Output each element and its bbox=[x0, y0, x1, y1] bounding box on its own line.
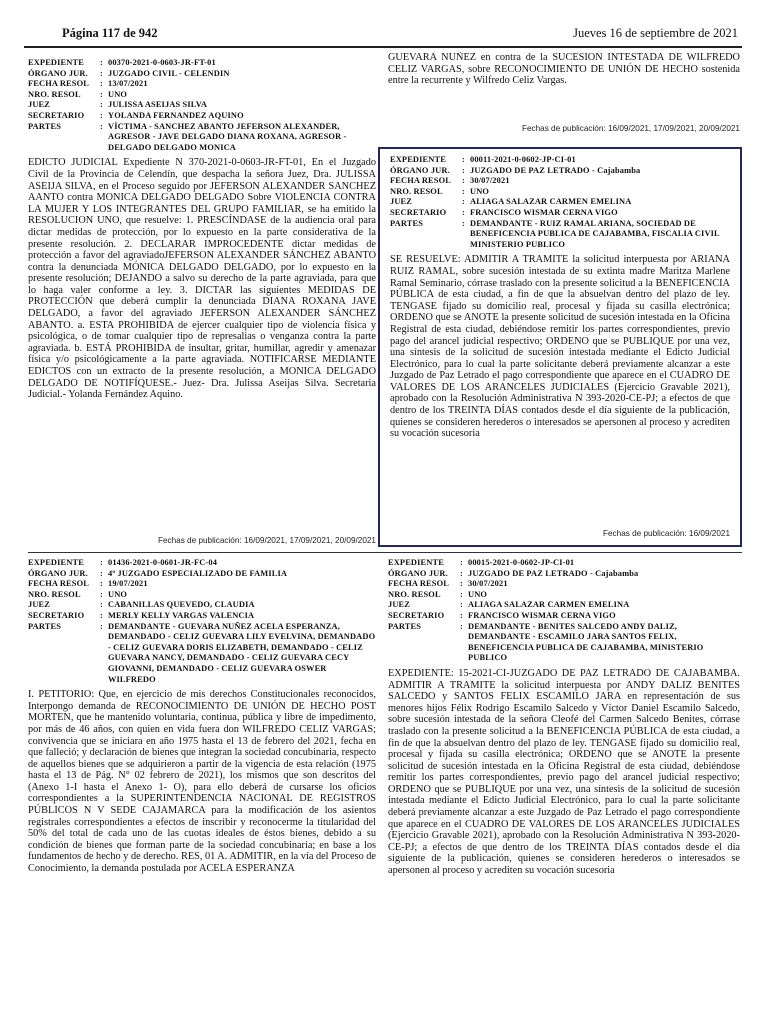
meta-row-secretario bbox=[390, 208, 730, 219]
meta-label: PARTES bbox=[390, 218, 424, 228]
meta-row-juez bbox=[390, 197, 730, 208]
meta-value: JULISSA ASEIJAS SILVA bbox=[108, 100, 208, 110]
notice-benites-salcedo bbox=[388, 558, 740, 1014]
meta-value: CABANILLAS QUEVEDO, CLAUDIA bbox=[108, 600, 255, 610]
notice-metadata bbox=[28, 558, 376, 685]
meta-row-secretario bbox=[28, 111, 376, 122]
meta-value: 00370-2021-0-0603-JR-FT-01 bbox=[108, 58, 216, 67]
meta-label: FECHA RESOL bbox=[388, 579, 449, 589]
meta-label: ÓRGANO JUR. bbox=[28, 68, 88, 78]
meta-row-secretario bbox=[388, 611, 740, 622]
meta-label: EXPEDIENTE bbox=[28, 558, 84, 567]
meta-row-organo bbox=[388, 569, 740, 580]
meta-label: JUEZ bbox=[388, 600, 411, 610]
meta-separator: : bbox=[100, 621, 103, 631]
notice-metadata bbox=[28, 58, 376, 153]
publication-dates: Fechas de publicación: 16/09/2021, 17/09/2021, 20/09/2021 bbox=[521, 124, 740, 133]
meta-value: FRANCISCO WISMAR CERNA VIGO bbox=[468, 610, 616, 620]
meta-value: 4º JUZGADO ESPECIALIZADO DE FAMILIA bbox=[108, 568, 288, 578]
meta-separator: : bbox=[100, 89, 103, 99]
meta-label: ÓRGANO JUR. bbox=[388, 568, 448, 578]
meta-label: PARTES bbox=[388, 621, 422, 631]
page-number: Página 117 de 942 bbox=[62, 26, 158, 40]
meta-value: 00011-2021-0-0602-JP-CI-01 bbox=[470, 155, 576, 164]
meta-value: UNO bbox=[108, 589, 128, 599]
meta-row-expediente bbox=[28, 558, 376, 569]
meta-value: DEMANDANTE - GUEVARA NUÑEZ ACELA ESPERANZA, DEMANDADO - CELIZ GUEVARA LILY EVELVINA, DEMANDADO - CELIZ GUEVARA DORIS ELIZABETH, DEMANDADO - CELIZ GUEVARA NANCY, DEMANDADO - CELIZ GUEVARA CECY GIOVANNI, DEMANDADO - CELIZ GUEVARA OSWER WILFREDO bbox=[108, 621, 376, 684]
boxed-notice-ruiz-ramal bbox=[378, 147, 742, 547]
meta-row-nro bbox=[388, 590, 740, 601]
notice-body: EDICTO JUDICIAL Expediente N 370-2021-0-0603-JR-FT-01, En el Juzgado Civil de la Provincia de Celendín, que despacha la señora Juez, Dra. JULISSA ASEIJA SILVA, en el Proceso seguido por JEFERSON ALEXANDER SANCHEZ AANTO contra MONICA DELGADO DELGADO Sobre VIOLENCIA CONTRA LA MUJER Y LOS INTEGRANTES DEL GRUPO FAMILIAR, se ha emitido la RESOLUCION UNO, que resuelve: 1. PRESCÍNDASE de la audiencia oral para dictar medidas de protección, por lo expuesto en la parte considerativa de la presente resolución. 2. DECLARAR IMPROCEDENTE dictar medidas de protección a favor del agraviadoJEFERSON ALEXANDER SÁNCHEZ ABANTO contra la denunciada MÓNICA DELGADO DELGADO, por lo expuesto en la presente resolución; DEJANDO a salvo su derecho de la parte agraviada, para que lo haga valer conforme a ley. 3. DICTAR las siguientes MEDIDAS DE PROTECCIÓN que deberá cumplir la denunciada DIANA ROXANA JAVE DELGADO, a favor del agraviado JEFERSON ALEXANDER SÁNCHEZ ABANTO. a. ESTA PROHIBIDA de ejercer cualquier tipo de violencia física y psicológica, o de tomar cualquier tipo de represalias o venganza contra la parte agraviada. b. ESTÁ PROHIBIDA de insultar, gritar, humillar, agredir y amenazar física y/o psicológicamente a la parte agraviada. NOTIFICARSE MEDIANTE EDICTOS con un extracto de la presente resolución, a MONICA DELGADO DELGADO DE NOTIFÍQUESE.- Juez- Dra. Julissa Aseijas Silva. Secretaria Judicial.- Yolanda Fernández Aquino. bbox=[28, 157, 376, 401]
meta-separator: : bbox=[100, 110, 103, 120]
meta-row-secretario bbox=[28, 611, 376, 622]
meta-row-juez bbox=[388, 600, 740, 611]
meta-value: JUZGADO DE PAZ LETRADO - Cajabamba bbox=[468, 568, 639, 578]
meta-value: ALIAGA SALAZAR CARMEN EMELINA bbox=[468, 600, 630, 610]
meta-separator: : bbox=[462, 165, 465, 175]
meta-separator: : bbox=[100, 100, 103, 110]
notice-ruiz-ramal bbox=[390, 155, 730, 527]
notice-body-continued: GUEVARA NUÑEZ en contra de la SUCESION INTESTADA DE WILFREDO CELIZ VARGAS, sobre RECONOCIMIENTO DE UNIÓN DE HECHO sostenida entre la recurrente y Wilfredo Celiz Vargas. bbox=[388, 52, 740, 87]
meta-separator: : bbox=[100, 589, 103, 599]
meta-label: SECRETARIO bbox=[388, 610, 445, 620]
meta-label: JUEZ bbox=[28, 600, 51, 610]
meta-separator: : bbox=[462, 218, 465, 228]
meta-value: ALIAGA SALAZAR CARMEN EMELINA bbox=[470, 197, 632, 207]
meta-separator: : bbox=[460, 558, 463, 567]
meta-separator: : bbox=[460, 589, 463, 599]
meta-label: EXPEDIENTE bbox=[388, 558, 444, 567]
notice-body: I. PETITORIO: Que, en ejercicio de mis derechos Constitucionales reconocidos, Interpongo demanda de RECONOCIMIENTO DE UNIÓN DE HECHO POST MORTEN, que he mantenido voluntaria, continua, pública y libre de impedimento, por más de 46 años, con quien en vida fuera don WILFREDO CELIZ VARGAS; convivencia que se iniciara en año 1975 hasta el 13 de febrero del 2021, fecha en que falleció; y declaración de bienes que integran la sociedad concubinaria, respecto de aquellos bienes que se adquirieron a partir de la vigencia de esta relación (1975 hasta el 13 de Pág. N° 02 febrero de 2021), los mismos que son descritos del (Anexo 1-I hasta el Anexo 1- O), para ello deberá de cursarse los oficios correspondientes a la SUPERINTENDENCIA NACIONAL DE REGISTROS PÚBLICOS N V SEDE CAJAMARCA para la modificación de los asientos registrales correspondientes a efectos de inscribir y reconocerme la titularidad del 50% del total de cada uno de las cuotas ideales de éstos bienes, debido a su condición de bienes que forman parte de la sociedad concubinaria; en base a los fundamentos de hecho y de derecho. RES, 01 A. ADMITIR, en la vía del Proceso de Conocimiento, la demanda postulada por ACELA ESPERANZA bbox=[28, 689, 376, 875]
meta-label: FECHA RESOL bbox=[28, 579, 89, 589]
meta-value: DEMANDANTE - RUIZ RAMAL ARIANA, SOCIEDAD DE BENEFICENCIA PUBLICA DE CAJABAMBA, FISCALIA CIVIL MINISTERIO PUBLICO bbox=[470, 218, 720, 249]
meta-separator: : bbox=[462, 186, 465, 196]
meta-separator: : bbox=[100, 79, 103, 89]
meta-separator: : bbox=[460, 621, 463, 631]
meta-value: 30/07/2021 bbox=[468, 579, 508, 589]
section-divider bbox=[28, 552, 742, 553]
meta-row-juez bbox=[28, 100, 376, 111]
meta-separator: : bbox=[100, 610, 103, 620]
meta-row-organo bbox=[28, 69, 376, 80]
meta-label: FECHA RESOL bbox=[28, 79, 89, 89]
meta-separator: : bbox=[100, 58, 103, 67]
meta-value: 30/07/2021 bbox=[470, 176, 510, 186]
meta-row-fecha bbox=[390, 176, 730, 187]
notice-metadata bbox=[390, 155, 730, 250]
meta-value: 00015-2021-0-0602-JP-CI-01 bbox=[468, 558, 575, 567]
meta-value: 19/07/2021 bbox=[108, 579, 148, 589]
meta-value: DEMANDANTE - BENITES SALCEDO ANDY DALIZ, DEMANDANTE - ESCAMILO JARA SANTOS FELIX, BENEFICENCIA PUBLICA DE CAJABAMBA, MINISTERIO PUBLICO bbox=[468, 621, 704, 663]
meta-value: UNO bbox=[468, 589, 488, 599]
page-header bbox=[30, 26, 742, 46]
meta-row-fecha bbox=[388, 579, 740, 590]
notice-celendin bbox=[28, 58, 376, 536]
meta-value: UNO bbox=[470, 186, 490, 196]
meta-row-organo bbox=[390, 166, 730, 177]
meta-value: YOLANDA FERNANDEZ AQUINO bbox=[108, 110, 244, 120]
meta-row-partes bbox=[28, 622, 376, 686]
meta-separator: : bbox=[460, 568, 463, 578]
meta-row-fecha bbox=[28, 579, 376, 590]
meta-label: PARTES bbox=[28, 621, 62, 631]
meta-separator: : bbox=[462, 176, 465, 186]
meta-label: JUEZ bbox=[390, 197, 413, 207]
meta-label: JUEZ bbox=[28, 100, 51, 110]
meta-label: NRO. RESOL bbox=[28, 89, 81, 99]
meta-label: FECHA RESOL bbox=[390, 176, 451, 186]
meta-label: ÓRGANO JUR. bbox=[28, 568, 88, 578]
meta-label: SECRETARIO bbox=[390, 207, 447, 217]
header-rule bbox=[24, 46, 742, 48]
meta-label: NRO. RESOL bbox=[388, 589, 441, 599]
notice-continuation bbox=[388, 52, 740, 122]
meta-row-fecha bbox=[28, 79, 376, 90]
notice-union-de-hecho bbox=[28, 558, 376, 1014]
meta-separator: : bbox=[100, 568, 103, 578]
meta-row-partes bbox=[28, 122, 376, 154]
meta-row-organo bbox=[28, 569, 376, 580]
publication-dates: Fechas de publicación: 16/09/2021 bbox=[603, 529, 730, 538]
meta-separator: : bbox=[462, 207, 465, 217]
meta-separator: : bbox=[460, 600, 463, 610]
meta-separator: : bbox=[100, 68, 103, 78]
publication-date: Jueves 16 de septiembre de 2021 bbox=[573, 26, 738, 40]
meta-label: EXPEDIENTE bbox=[28, 58, 84, 67]
meta-label: SECRETARIO bbox=[28, 110, 85, 120]
notice-metadata bbox=[388, 558, 740, 664]
meta-value: MERLY KELLY VARGAS VALENCIA bbox=[108, 610, 255, 620]
meta-value: JUZGADO DE PAZ LETRADO - Cajabamba bbox=[470, 165, 641, 175]
meta-row-partes bbox=[388, 622, 740, 664]
notice-body: SE RESUELVE: ADMITIR A TRAMITE la solicitud interpuesta por ARIANA RUIZ RAMAL, sobre sucesión intestada de su extinta madre Maritza Marlene Ramal Seminario, córrase traslado con la presente solicitud a la BENEFICENCIA PÚBLICA de esta ciudad, a fin de que la absuelvan dentro del plazo de ley. TENGASE fijado su domicilio real, procesal y fijada su casilla electrónica; ORDENO que se ANOTE la presente solicitud de sucesión intestada en la Oficina Registral de esta ciudad, debiéndose remitir los partes correspondientes, previo pago del arancel judicial respectivo; ORDENO que se PUBLIQUE por una vez, una síntesis de la solicitud de sucesión intestada mediante el Edicto Judicial Electrónico, para lo cual la parte solicitante deberá previamente alcanzar a este Juzgado de Paz Letrado el pago correspondiente que aparece en el CUADRO DE VALORES DE LOS ARANCELES JUDICIALES (Ejercicio Gravable 2021), aprobado con la Resolución Administrativa N 393-2020-CE-PJ; a efectos de que dentro de los TREINTA DÍAS contados desde el día siguiente de la publicación, quienes se consideren herederos o interesados se apersonen al proceso y acrediten su vocación sucesoria bbox=[390, 254, 730, 440]
meta-label: SECRETARIO bbox=[28, 610, 85, 620]
meta-label: NRO. RESOL bbox=[390, 186, 443, 196]
meta-separator: : bbox=[460, 610, 463, 620]
meta-separator: : bbox=[100, 558, 103, 567]
meta-separator: : bbox=[460, 579, 463, 589]
meta-separator: : bbox=[462, 197, 465, 207]
meta-value: FRANCISCO WISMAR CERNA VIGO bbox=[470, 207, 618, 217]
meta-row-nro bbox=[390, 187, 730, 198]
meta-separator: : bbox=[100, 600, 103, 610]
meta-row-juez bbox=[28, 600, 376, 611]
meta-row-nro bbox=[28, 90, 376, 101]
meta-value: JUZGADO CIVIL - CELENDIN bbox=[108, 68, 230, 78]
meta-value: VÍCTIMA - SANCHEZ ABANTO JEFERSON ALEXANDER, AGRESOR - JAVE DELGADO DIANA ROXANA, AGRESOR - DELGADO DELGADO MONICA bbox=[108, 121, 347, 152]
meta-value: 13/07/2021 bbox=[108, 79, 148, 89]
meta-label: NRO. RESOL bbox=[28, 589, 81, 599]
meta-row-expediente bbox=[390, 155, 730, 166]
meta-row-partes bbox=[390, 219, 730, 251]
meta-row-nro bbox=[28, 590, 376, 601]
meta-separator: : bbox=[100, 121, 103, 131]
publication-dates: Fechas de publicación: 16/09/2021, 17/09/2021, 20/09/2021 bbox=[157, 536, 376, 545]
meta-label: ÓRGANO JUR. bbox=[390, 165, 450, 175]
meta-row-expediente bbox=[388, 558, 740, 569]
meta-separator: : bbox=[100, 579, 103, 589]
meta-label: PARTES bbox=[28, 121, 62, 131]
meta-label: EXPEDIENTE bbox=[390, 155, 446, 164]
meta-value: UNO bbox=[108, 89, 128, 99]
meta-value: 01436-2021-0-0601-JR-FC-04 bbox=[108, 558, 218, 567]
meta-separator: : bbox=[462, 155, 465, 164]
meta-row-expediente bbox=[28, 58, 376, 69]
notice-body: EXPEDIENTE: 15-2021-CI-JUZGADO DE PAZ LETRADO DE CAJABAMBA. ADMITIR A TRAMITE la solicitud interpuesta por ANDY DALIZ BENITES SALCEDO y SANTOS FELIX ESCAMILO JARA en representación de sus menores hijos Félix Rodrigo Escamilo Salcedo y Víctor Daniel Escamilo Salcedo, sobre sucesión intestada de la señora Cleofé del Carmen Salcedo Benites, córrase traslado con la presente solicitud a la BENEFICENCIA PÚBLICA de esta ciudad, a fin de que la absuelvan dentro del plazo de ley. TENGASE fijado su domicilio real, procesal y fijada su casilla electrónica; ORDENO que se ANOTE la presente solicitud de sucesión intestada en la Oficina Registral de esta ciudad, debiéndose remitir los partes correspondientes, previo pago del arancel judicial respectivo; ORDENO que se PUBLIQUE por una vez, una síntesis de la solicitud de sucesión intestada mediante el Edicto Judicial Electrónico, para lo cual la parte solicitante deberá previamente alcanzar a este Juzgado de Paz Letrado el pago correspondiente que aparece en el CUADRO DE VALORES DE LOS ARANCELES JUDICIALES (Ejercicio Gravable 2021), aprobado con la Resolución Administrativa N 393-2020-CE-PJ; a efectos de que dentro de los TREINTA DÍAS contados desde el día siguiente de la publicación, quienes se consideren herederos o interesados se apersonen al proceso y acrediten su vocación sucesoria bbox=[388, 667, 740, 877]
